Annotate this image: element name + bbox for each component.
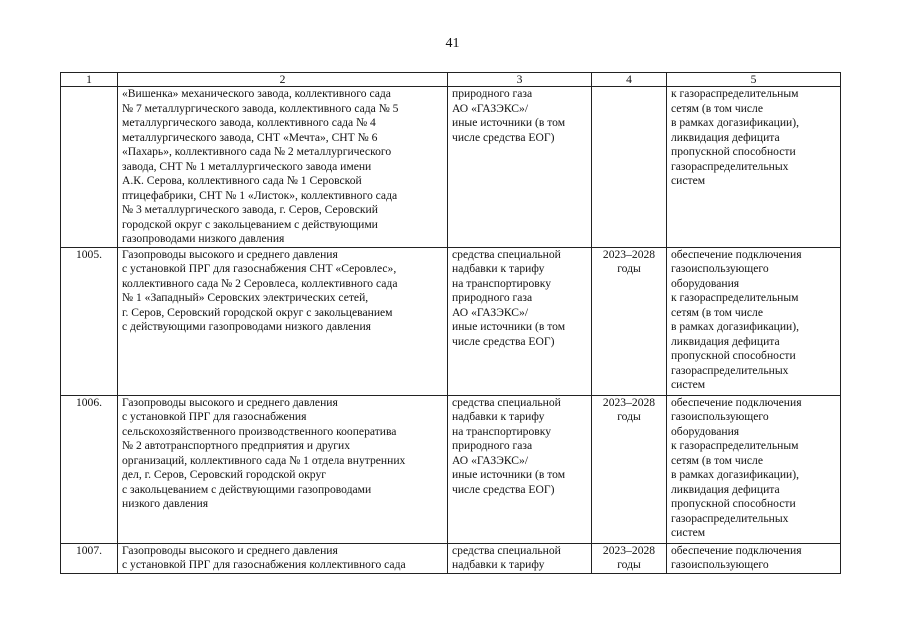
funding-source-line: на транспортировку (452, 276, 551, 290)
funding-source-line: на транспортировку (452, 424, 551, 438)
expected-result-line: к газораспределительным (671, 291, 799, 304)
expected-result-line: сетям (в том числе (671, 305, 763, 319)
object-name-line: с закольцеванием с действующими газопроводами (122, 482, 372, 496)
funding-source-line: иные источники (в том (452, 468, 566, 481)
object-name-line: № 3 металлургического завода, г. Серов, Серовский (122, 203, 378, 216)
funding-source-line: природного газа (452, 439, 533, 452)
document-table (60, 72, 841, 574)
implementation-period-line: годы (617, 558, 641, 571)
expected-result-line: обеспечение подключения (671, 543, 802, 557)
funding-source-line: числе средства ЕОГ) (452, 130, 555, 144)
funding-source-line: числе средства ЕОГ) (452, 482, 555, 496)
expected-result-line: ликвидация дефицита (671, 334, 780, 348)
expected-result-line: сетям (в том числе (671, 453, 763, 467)
funding-source-line: надбавки к тарифу (452, 262, 545, 275)
expected-result-line: к газораспределительным (671, 87, 799, 100)
object-name-line: коллективного сада № 2 Серовлеса, коллективного сада (122, 276, 398, 290)
expected-result-line: пропускной способности (671, 497, 796, 510)
table-row (61, 543, 841, 573)
column-header-4: 4 (592, 73, 667, 87)
object-name-line: птицефабрики, СНТ № 1 «Листок», коллективного сада (122, 188, 398, 202)
funding-source-line: числе средства ЕОГ) (452, 334, 555, 348)
expected-result-line: оборудования (671, 276, 740, 290)
object-name-line: организаций, коллективного сада № 1 отдела внутренних (122, 453, 406, 467)
funding-source-cell (448, 87, 592, 248)
expected-result-line: сетям (в том числе (671, 101, 763, 115)
expected-result-line: к газораспределительным (671, 439, 799, 452)
table-body (61, 87, 841, 574)
funding-source-line: надбавки к тарифу (452, 558, 545, 571)
funding-source-line: иные источники (в том (452, 116, 566, 129)
table-row (61, 395, 841, 543)
column-header-5: 5 (667, 73, 841, 87)
funding-source-line: надбавки к тарифу (452, 410, 545, 423)
object-name-line: с установкой ПРГ для газоснабжения (122, 410, 307, 423)
funding-source-line: АО «ГАЗЭКС»/ (452, 305, 529, 319)
implementation-period-cell (592, 543, 667, 573)
funding-source-line: природного газа (452, 87, 533, 100)
expected-result-line: обеспечение подключения (671, 247, 802, 261)
object-name-line: Газопроводы высокого и среднего давления (122, 395, 338, 409)
table-header-row (61, 73, 841, 87)
object-name-line: № 2 автотранспортного предприятия и других (122, 439, 351, 452)
expected-result-cell (667, 247, 841, 395)
object-name-line: «Пахарь», коллективного сада № 2 металлургического (122, 145, 392, 158)
object-name-line: № 1 «Западный» Серовских электрических сетей, (122, 291, 369, 304)
table-row (61, 247, 841, 395)
object-name-line: металлургического завода, СНТ «Мечта», СНТ № 6 (122, 130, 378, 144)
object-name-line: низкого давления (122, 497, 209, 510)
expected-result-line: систем (671, 526, 706, 539)
expected-result-cell (667, 87, 841, 248)
expected-result-line: газораспределительных (671, 159, 789, 173)
object-name-line: дел, г. Серов, Серовский городской округ (122, 468, 326, 481)
expected-result-line: систем (671, 378, 706, 391)
object-name-line: Газопроводы высокого и среднего давления (122, 543, 338, 557)
funding-source-line: АО «ГАЗЭКС»/ (452, 453, 529, 467)
expected-result-line: газоиспользующего (671, 262, 769, 275)
expected-result-line: ликвидация дефицита (671, 482, 780, 496)
expected-result-line: систем (671, 174, 706, 187)
object-name-line: г. Серов, Серовский городской округ с закольцеванием (122, 305, 393, 319)
implementation-period-line: годы (617, 262, 641, 275)
object-name-cell (118, 543, 448, 573)
expected-result-line: газораспределительных (671, 511, 789, 525)
expected-result-line: пропускной способности (671, 145, 796, 158)
implementation-period-line: 2023–2028 (602, 247, 656, 261)
object-name-line: газопроводами низкого давления (122, 232, 285, 245)
implementation-period-line: 2023–2028 (602, 395, 656, 409)
funding-source-line: средства специальной (452, 395, 561, 409)
funding-source-line: средства специальной (452, 543, 561, 557)
object-name-line: завода, СНТ № 1 металлургического завода имени (122, 159, 372, 173)
funding-source-line: АО «ГАЗЭКС»/ (452, 101, 529, 115)
object-name-line: металлургического завода, коллективного сада № 4 (122, 116, 376, 129)
object-name-line: Газопроводы высокого и среднего давления (122, 247, 338, 261)
object-name-line: с установкой ПРГ для газоснабжения СНТ «Серовлес», (122, 262, 397, 275)
expected-result-cell (667, 395, 841, 543)
page-number: 41 (445, 36, 460, 51)
expected-result-line: газоиспользующего (671, 558, 769, 571)
table-row (61, 87, 841, 248)
expected-result-line: в рамках догазификации), (671, 320, 800, 333)
expected-result-line: обеспечение подключения (671, 395, 802, 409)
row-number: 1007. (61, 543, 118, 573)
object-name-line: городской округ с закольцеванием с действующими (122, 217, 378, 231)
expected-result-line: оборудования (671, 424, 740, 438)
object-name-line: «Вишенка» механического завода, коллективного сада (122, 87, 391, 100)
funding-source-cell (448, 543, 592, 573)
object-name-cell (118, 87, 448, 248)
funding-source-cell (448, 395, 592, 543)
column-header-2: 2 (118, 73, 448, 87)
expected-result-line: пропускной способности (671, 349, 796, 362)
expected-result-line: газораспределительных (671, 363, 789, 377)
expected-result-cell (667, 543, 841, 573)
object-name-line: с действующими газопроводами низкого давления (122, 320, 371, 333)
row-number: 1006. (61, 395, 118, 543)
implementation-period-line: годы (617, 410, 641, 423)
implementation-period-line: 2023–2028 (602, 543, 656, 557)
expected-result-line: ликвидация дефицита (671, 130, 780, 144)
row-number: 1005. (61, 247, 118, 395)
expected-result-line: в рамках догазификации), (671, 116, 800, 129)
object-name-cell (118, 247, 448, 395)
funding-source-line: природного газа (452, 291, 533, 304)
object-name-line: № 7 металлургического завода, коллективного сада № 5 (122, 101, 399, 115)
object-name-line: с установкой ПРГ для газоснабжения коллективного сада (122, 558, 406, 571)
column-header-1: 1 (61, 73, 118, 87)
row-number (61, 87, 118, 248)
object-name-cell (118, 395, 448, 543)
implementation-period-cell (592, 247, 667, 395)
expected-result-line: газоиспользующего (671, 410, 769, 423)
funding-source-line: средства специальной (452, 247, 561, 261)
object-name-line: сельскохозяйственного производственного кооператива (122, 424, 397, 438)
implementation-period-cell (592, 395, 667, 543)
funding-source-cell (448, 247, 592, 395)
object-name-line: А.К. Серова, коллективного сада № 1 Серовской (122, 174, 362, 187)
column-header-3: 3 (448, 73, 592, 87)
implementation-period-cell (592, 87, 667, 248)
funding-source-line: иные источники (в том (452, 320, 566, 333)
expected-result-line: в рамках догазификации), (671, 468, 800, 481)
